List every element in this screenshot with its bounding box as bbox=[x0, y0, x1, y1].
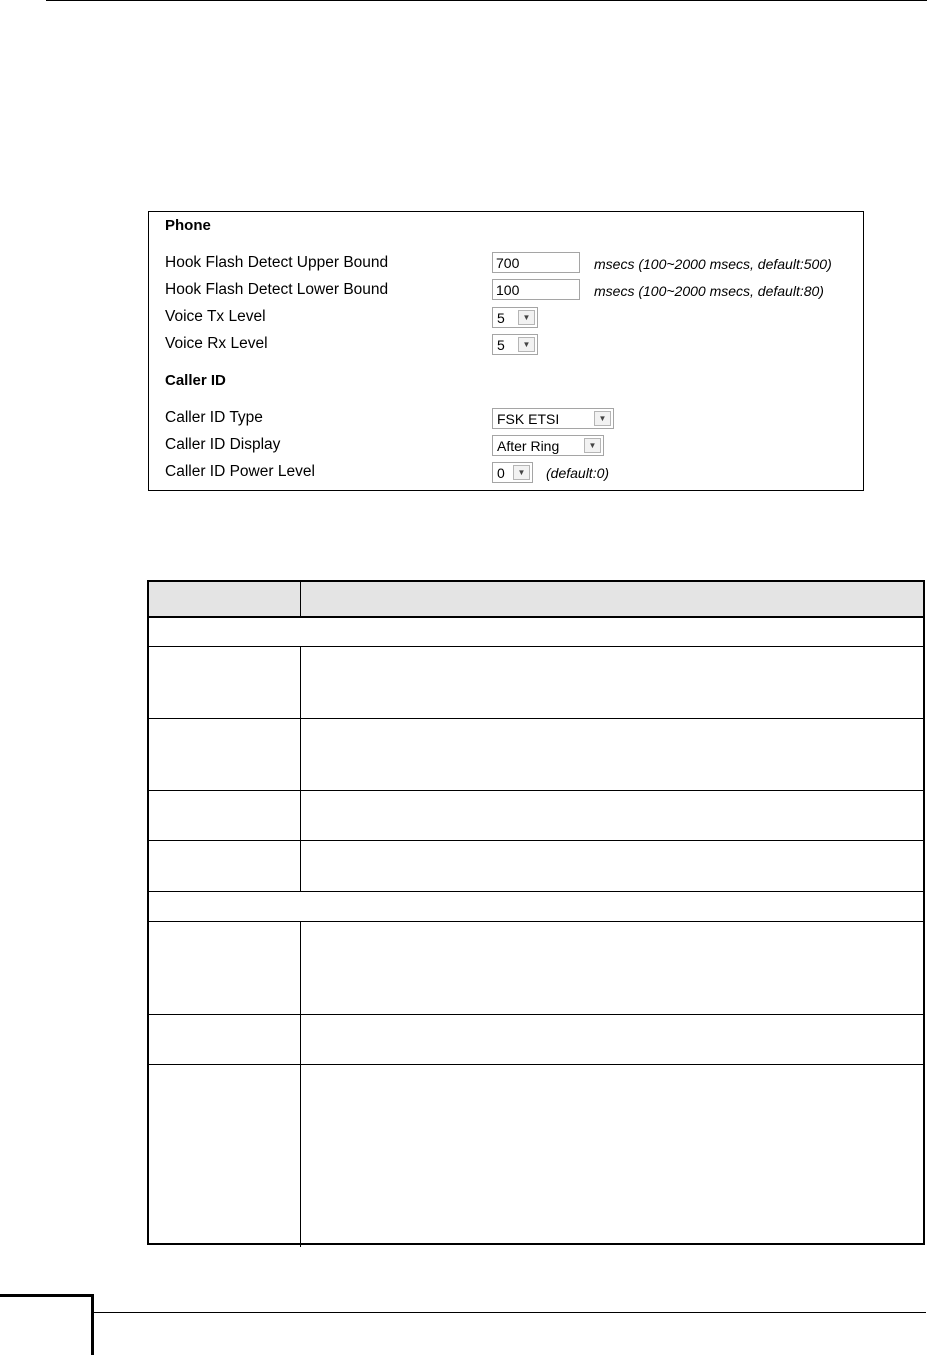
caller-id-type-value: FSK ETSI bbox=[497, 411, 560, 427]
caller-id-power-select[interactable] bbox=[492, 462, 533, 483]
voice-tx-label: Voice Tx Level bbox=[165, 308, 266, 325]
chevron-down-icon[interactable]: ▼ bbox=[518, 310, 535, 325]
hook-lower-input[interactable]: 100 bbox=[492, 279, 580, 300]
column-divider bbox=[300, 921, 301, 1247]
hook-lower-note: msecs (100~2000 msecs, default:80) bbox=[594, 283, 824, 299]
row-divider bbox=[149, 718, 923, 719]
hook-upper-label: Hook Flash Detect Upper Bound bbox=[165, 254, 389, 271]
caller-id-power-note: (default:0) bbox=[546, 465, 610, 481]
caller-id-type-label: Caller ID Type bbox=[165, 409, 263, 426]
header-rule bbox=[46, 0, 927, 1]
chevron-down-icon[interactable]: ▼ bbox=[518, 337, 535, 352]
row-divider bbox=[149, 840, 923, 841]
voice-tx-value: 5 bbox=[497, 310, 505, 326]
column-divider bbox=[300, 646, 301, 892]
page-number-box bbox=[0, 1294, 94, 1355]
voice-rx-value: 5 bbox=[497, 337, 505, 353]
row-divider bbox=[149, 891, 923, 892]
header-divider bbox=[300, 582, 301, 618]
phone-settings-screenshot bbox=[148, 211, 864, 491]
row-divider bbox=[149, 1064, 923, 1065]
chevron-down-icon[interactable]: ▼ bbox=[513, 465, 530, 480]
row-divider bbox=[149, 921, 923, 922]
caller-id-display-value: After Ring bbox=[497, 438, 560, 454]
caller-id-display-label: Caller ID Display bbox=[165, 436, 281, 453]
table-header bbox=[149, 582, 923, 618]
caller-id-section-title: Caller ID bbox=[165, 372, 226, 389]
voice-rx-label: Voice Rx Level bbox=[165, 335, 268, 352]
caller-id-display-select[interactable] bbox=[492, 435, 604, 456]
row-divider bbox=[149, 646, 923, 647]
hook-upper-note: msecs (100~2000 msecs, default:500) bbox=[594, 256, 832, 272]
footer-rule bbox=[94, 1312, 926, 1313]
row-divider bbox=[149, 1014, 923, 1015]
hook-upper-input[interactable]: 700 bbox=[492, 252, 580, 273]
caller-id-type-select[interactable] bbox=[492, 408, 614, 429]
chevron-down-icon[interactable]: ▼ bbox=[594, 411, 611, 426]
caller-id-power-label: Caller ID Power Level bbox=[165, 463, 315, 480]
phone-section-title: Phone bbox=[165, 217, 211, 234]
field-description-table bbox=[147, 580, 925, 1245]
chevron-down-icon[interactable]: ▼ bbox=[584, 438, 601, 453]
voice-rx-select[interactable] bbox=[492, 334, 538, 355]
voice-tx-select[interactable] bbox=[492, 307, 538, 328]
row-divider bbox=[149, 790, 923, 791]
hook-lower-label: Hook Flash Detect Lower Bound bbox=[165, 281, 389, 298]
caller-id-power-value: 0 bbox=[497, 465, 505, 481]
